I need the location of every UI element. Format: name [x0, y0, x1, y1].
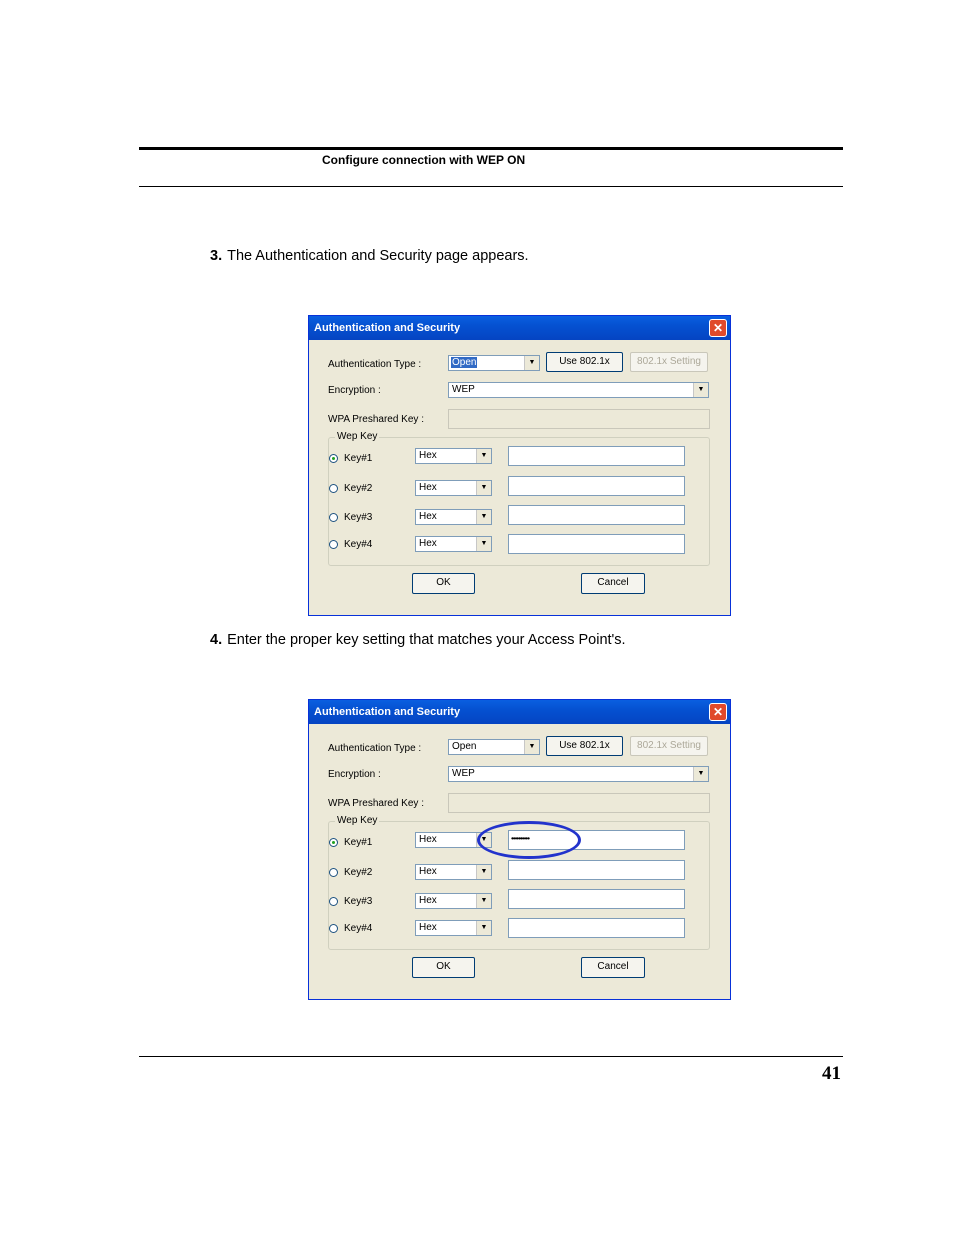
key2-label: Key#2 [344, 483, 373, 494]
dialog-title: Authentication and Security [314, 322, 461, 334]
wpa-key-label: WPA Preshared Key : [328, 414, 424, 425]
chevron-down-icon[interactable]: ▼ [476, 449, 491, 463]
ok-button[interactable]: OK [412, 573, 475, 594]
cancel-button[interactable]: Cancel [581, 957, 645, 978]
chevron-down-icon[interactable]: ▼ [693, 383, 708, 397]
chevron-down-icon[interactable]: ▼ [476, 510, 491, 524]
encryption-label: Encryption : [328, 385, 381, 396]
auth-type-value: Open [452, 357, 477, 368]
key3-radio[interactable] [329, 897, 338, 906]
key2-input[interactable] [508, 476, 685, 496]
key4-format-select[interactable] [415, 920, 492, 936]
wep-key-legend: Wep Key [337, 815, 378, 826]
key1-radio[interactable] [329, 838, 338, 847]
key4-format-value: Hex [419, 538, 437, 549]
key3-label: Key#3 [344, 896, 373, 907]
auth-security-dialog-2 [308, 699, 731, 1000]
key3-format-value: Hex [419, 895, 437, 906]
step-4 [210, 632, 626, 648]
dialog-title: Authentication and Security [314, 706, 461, 718]
chevron-down-icon[interactable]: ▼ [476, 865, 491, 879]
key3-label: Key#3 [344, 512, 373, 523]
close-icon: ✕ [712, 705, 724, 719]
key4-format-value: Hex [419, 922, 437, 933]
chevron-down-icon[interactable]: ▼ [524, 356, 539, 370]
key4-input[interactable] [508, 534, 685, 554]
step-3 [210, 248, 529, 264]
8021x-setting-button[interactable]: 802.1x Setting [630, 352, 708, 372]
auth-type-value: Open [452, 741, 477, 752]
use-8021x-button[interactable]: Use 802.1x [546, 352, 623, 372]
key2-radio[interactable] [329, 868, 338, 877]
page-number: 41 [822, 1063, 841, 1084]
key2-input[interactable] [508, 860, 685, 880]
key2-format-value: Hex [419, 482, 437, 493]
close-button[interactable] [709, 319, 727, 337]
encryption-select[interactable] [448, 382, 709, 398]
step-number: 3. [210, 248, 223, 264]
encryption-label: Encryption : [328, 769, 381, 780]
cancel-button[interactable]: Cancel [581, 573, 645, 594]
8021x-setting-button[interactable]: 802.1x Setting [630, 736, 708, 756]
wpa-key-input[interactable] [448, 793, 710, 813]
key1-label: Key#1 [344, 837, 373, 848]
chevron-down-icon[interactable]: ▼ [693, 767, 708, 781]
chevron-down-icon[interactable]: ▼ [476, 894, 491, 908]
key3-radio[interactable] [329, 513, 338, 522]
key3-input[interactable] [508, 889, 685, 909]
header-divider [139, 186, 843, 187]
step-number: 4. [210, 632, 223, 648]
auth-type-label: Authentication Type : [328, 359, 422, 370]
auth-type-select[interactable] [448, 355, 540, 371]
key2-format-select[interactable] [415, 480, 492, 496]
chevron-down-icon[interactable]: ▼ [476, 921, 491, 935]
chevron-down-icon[interactable]: ▼ [476, 833, 491, 847]
encryption-value: WEP [452, 384, 475, 395]
key4-format-select[interactable] [415, 536, 492, 552]
auth-security-dialog-1 [308, 315, 731, 616]
key1-label: Key#1 [344, 453, 373, 464]
key2-format-value: Hex [419, 866, 437, 877]
dialog-titlebar [309, 316, 730, 340]
key4-radio[interactable] [329, 540, 338, 549]
key1-input[interactable] [508, 446, 685, 466]
wpa-key-label: WPA Preshared Key : [328, 798, 424, 809]
header-rule [139, 147, 843, 150]
key2-format-select[interactable] [415, 864, 492, 880]
dialog-titlebar [309, 700, 730, 724]
wpa-key-input[interactable] [448, 409, 710, 429]
key4-radio[interactable] [329, 924, 338, 933]
wep-key-legend: Wep Key [337, 431, 378, 442]
auth-type-label: Authentication Type : [328, 743, 422, 754]
close-button[interactable] [709, 703, 727, 721]
key1-radio[interactable] [329, 454, 338, 463]
chevron-down-icon[interactable]: ▼ [476, 537, 491, 551]
key2-label: Key#2 [344, 867, 373, 878]
key2-radio[interactable] [329, 484, 338, 493]
key4-label: Key#4 [344, 923, 373, 934]
key4-input[interactable] [508, 918, 685, 938]
key1-format-value: Hex [419, 450, 437, 461]
auth-type-select[interactable] [448, 739, 540, 755]
chevron-down-icon[interactable]: ▼ [524, 740, 539, 754]
step-text: Enter the proper key setting that matches your Access Point's. [227, 632, 626, 648]
key1-format-value: Hex [419, 834, 437, 845]
key3-format-select[interactable] [415, 509, 492, 525]
ok-button[interactable]: OK [412, 957, 475, 978]
chevron-down-icon[interactable]: ▼ [476, 481, 491, 495]
key3-input[interactable] [508, 505, 685, 525]
key4-label: Key#4 [344, 539, 373, 550]
footer-rule [139, 1056, 843, 1057]
key3-format-select[interactable] [415, 893, 492, 909]
step-text: The Authentication and Security page appears. [227, 248, 529, 264]
section-title: Configure connection with WEP ON [322, 153, 526, 167]
use-8021x-button[interactable]: Use 802.1x [546, 736, 623, 756]
highlight-circle [477, 821, 581, 859]
key1-value: •••••••••• [511, 834, 530, 843]
key1-format-select[interactable] [415, 448, 492, 464]
key3-format-value: Hex [419, 511, 437, 522]
close-icon: ✕ [712, 321, 724, 335]
encryption-value: WEP [452, 768, 475, 779]
encryption-select[interactable] [448, 766, 709, 782]
